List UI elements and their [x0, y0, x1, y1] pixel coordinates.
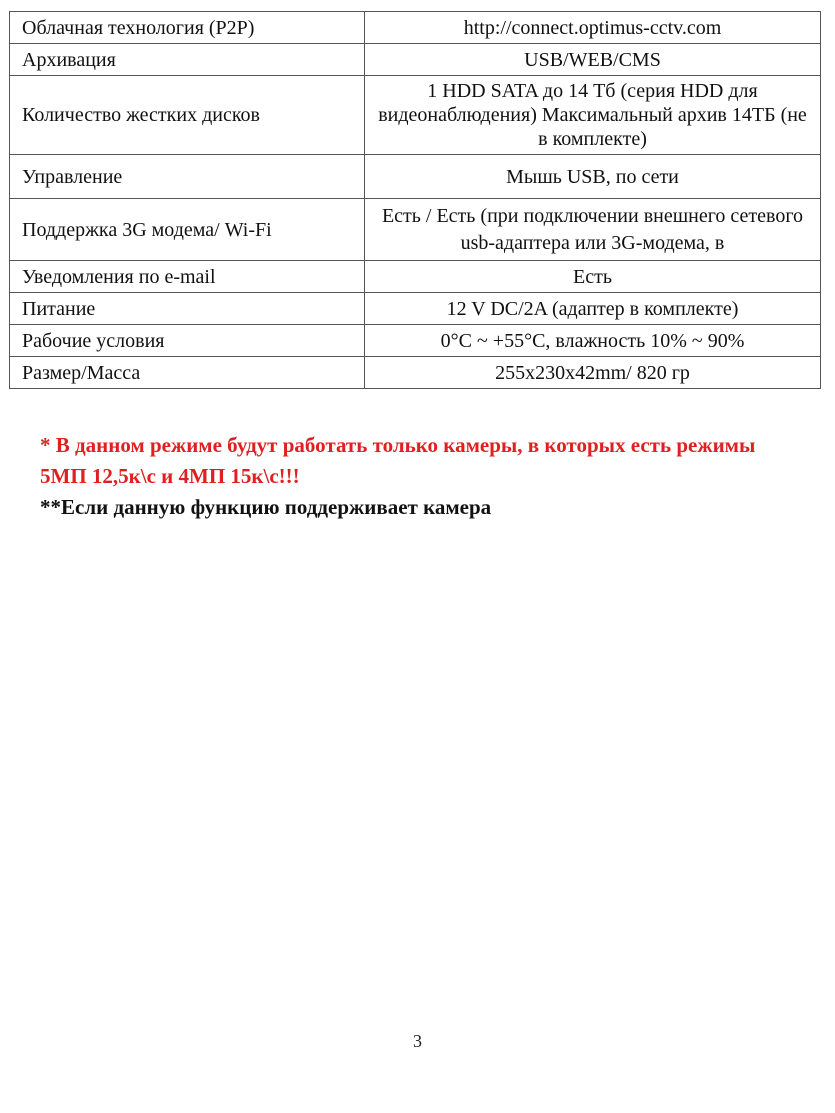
table-row	[10, 155, 821, 199]
param-cell: Питание	[10, 293, 365, 325]
value-cell: 255x230x42mm/ 820 гр	[365, 357, 821, 389]
table-row	[10, 199, 821, 261]
table-row	[10, 293, 821, 325]
table-row	[10, 76, 821, 155]
value-cell	[365, 199, 821, 261]
param-cell: Архивация	[10, 44, 365, 76]
value-cell: 12 V DC/2A (адаптер в комплекте)	[365, 293, 821, 325]
table-row	[10, 12, 821, 44]
red-footnote: * В данном режиме будут работать только камеры, в которых есть режимы 5МП 12,5к\с и 4МП 15к\с!!!	[40, 433, 756, 488]
value-cell: http://connect.optimus-cctv.com	[365, 12, 821, 44]
value-cell: Есть	[365, 261, 821, 293]
table-row	[10, 357, 821, 389]
param-cell: Размер/Масса	[10, 357, 365, 389]
value-cell: Мышь USB, по сети	[365, 155, 821, 199]
black-footnote: **Если данную функцию поддерживает камера	[40, 495, 492, 519]
spec-table	[9, 11, 821, 389]
table-row	[10, 261, 821, 293]
value-text: Есть / Есть (при подключении внешнего сетевого usb-адаптера или 3G-модема, в	[381, 204, 804, 254]
table-row	[10, 325, 821, 357]
footnotes	[40, 430, 800, 523]
value-cell: 1 HDD SATA до 14 Тб (серия HDD для видеонаблюдения) Максимальный архив 14ТБ (не в комплекте)	[365, 76, 821, 155]
param-cell: Поддержка 3G модема/ Wi-Fi	[10, 199, 365, 261]
table-row	[10, 44, 821, 76]
page-number: 3	[413, 1031, 422, 1051]
param-cell: Управление	[10, 155, 365, 199]
value-cell: 0°C ~ +55°C, влажность 10% ~ 90%	[365, 325, 821, 357]
param-cell: Уведомления по e-mail	[10, 261, 365, 293]
param-cell: Рабочие условия	[10, 325, 365, 357]
param-cell: Количество жестких дисков	[10, 76, 365, 155]
param-cell: Облачная технология (P2P)	[10, 12, 365, 44]
value-cell: USB/WEB/CMS	[365, 44, 821, 76]
